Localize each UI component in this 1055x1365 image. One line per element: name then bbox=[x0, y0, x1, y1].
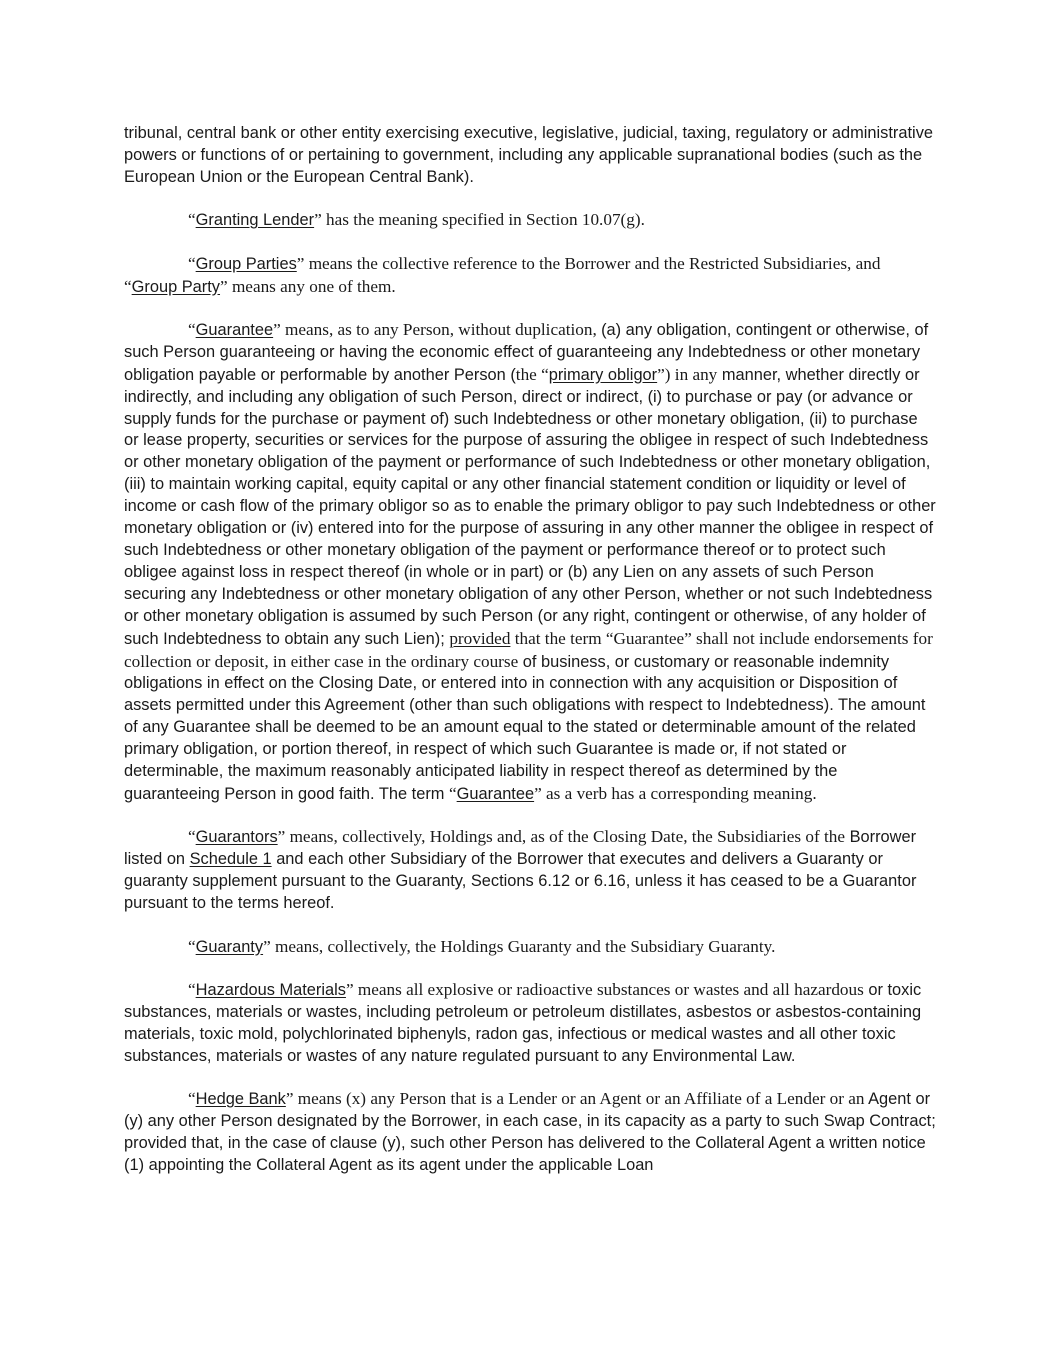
defined-term: Group Parties bbox=[195, 254, 297, 273]
defined-term-repeat: Guarantee bbox=[456, 784, 535, 803]
defined-term-primary-obligor: primary obligor bbox=[548, 365, 658, 384]
definition-text-2: (a) any obligation, contingent or otherwise, of such Person guaranteeing or having the economic effect of guaranteeing any Indebtedness or other monetary obligation payable or performable by another Person ( bbox=[124, 320, 929, 384]
open-quote: “ bbox=[188, 936, 196, 956]
open-quote: “ bbox=[188, 253, 196, 273]
open-quote: “ bbox=[188, 827, 196, 847]
provided-term: provided bbox=[449, 628, 511, 648]
definition-guarantee bbox=[124, 319, 936, 806]
definition-text-8: ” as a verb has a corresponding meaning. bbox=[534, 783, 817, 803]
definition-granting-lender bbox=[124, 209, 936, 232]
definition-text-4: ”) in any bbox=[657, 364, 718, 384]
definition-hazardous-materials bbox=[124, 979, 936, 1068]
definition-text-1: ” means, as to any Person, without duplication, bbox=[273, 319, 602, 339]
definition-guarantors bbox=[124, 826, 936, 915]
definition-text-5: manner, whether directly or indirectly, and including any obligation of such Person, direct or indirect, (i) to purchase or pay (or advance or supply funds for the purchase or payment of) such Indebtedness or other monetary obligation, (ii) to purchase or lease property, securities or services for the purpose of assuring the obligee in respect of such Indebtedness or other monetary obligation of the payment or performance of such Indebtedness or other monetary obligation, (iii) to maintain working capital, equity capital or any other financial statement condition or liquidity or level of income or cash flow of the primary obligor so as to enable the primary obligor to pay such Indebtedness or other monetary obligation or (iv) entered into for the purpose of assuring in any other manner the obligee in respect of such Indebtedness or other monetary obligation of the payment or performance thereof or to protect such obligee against loss in respect thereof (in whole or in part) or (b) any Lien on any assets of such Person securing any Indebtedness or other monetary obligation of any other Person, whether or not such Indebtedness or other monetary obligation is assumed by such Person (or any right, contingent or otherwise, of any holder of such Indebtedness to obtain any such Lien); bbox=[124, 365, 936, 648]
definition-guaranty bbox=[124, 936, 936, 959]
definition-hedge-bank bbox=[124, 1088, 936, 1177]
open-quote: “ bbox=[188, 210, 196, 230]
defined-term: Guaranty bbox=[195, 937, 264, 956]
defined-term: Hazardous Materials bbox=[195, 980, 346, 999]
continuation-paragraph bbox=[124, 123, 936, 189]
defined-term: Guarantee bbox=[195, 320, 274, 339]
open-quote: “ bbox=[188, 319, 196, 339]
open-quote-2: “ bbox=[449, 783, 457, 803]
open-quote: “ bbox=[188, 979, 196, 999]
definition-text-7: of business, or customary or reasonable indemnity obligations in effect on the Closing Date, or entered into in connection with any acquisition or Disposition of assets permitted under this Agreement (other than such obligations with respect to Indebtedness). The amount of any Guarantee shall be deemed to be an amount equal to the stated or determinable amount of the related primary obligation, or portion thereof, in respect of which such Guarantee is made or, if not stated or determinable, the maximum reasonably anticipated liability in respect thereof as determined by the guaranteeing Person in good faith. The term bbox=[124, 652, 926, 803]
document-page bbox=[124, 123, 936, 1197]
definition-text-3: the “ bbox=[515, 364, 549, 384]
definition-text-end: ” means any one of them. bbox=[220, 276, 396, 296]
definition-text-1: ” means, collectively, Holdings and, as of the Closing Date, the Subsidiaries of the bbox=[277, 827, 846, 847]
definition-text-6: that the term “Guarantee” shall not include endorsements for collection or deposit, in either case in the ordinary course bbox=[124, 628, 933, 671]
defined-term: Granting Lender bbox=[195, 211, 315, 230]
schedule-reference: Schedule 1 bbox=[189, 850, 272, 869]
definition-text-1: ” means (x) any Person that is a Lender or an Agent or an Affiliate of a Lender or an bbox=[285, 1089, 865, 1109]
definition-text: ” means, collectively, the Holdings Guaranty and the Subsidiary Guaranty. bbox=[263, 936, 776, 956]
definition-text: ” means the collective reference to the Borrower and the Restricted Subsidiaries, and “ bbox=[124, 253, 881, 296]
defined-term: Guarantors bbox=[195, 828, 278, 847]
definition-text-2: or toxic substances, materials or wastes, including petroleum or petroleum distillates, asbestos or asbestos-containing materials, toxic mold, polychlorinated biphenyls, radon gas, infectious or medical wastes and all other toxic substances, materials or wastes of any nature regulated pursuant to any Environmental Law. bbox=[124, 980, 922, 1065]
open-quote: “ bbox=[188, 1089, 196, 1109]
defined-term: Hedge Bank bbox=[195, 1090, 286, 1109]
definition-text-1: ” means all explosive or radioactive substances or wastes and all hazardous bbox=[345, 979, 864, 999]
definition-text-2: Agent or (y) any other Person designated by the Borrower, in each case, in its capacity as a party to such Swap Contract; provided that, in the case of clause (y), such other Person has delivered to the Collateral Agent a written notice (1) appointing the Collateral Agent as its agent under the applicable Loan bbox=[124, 1090, 936, 1174]
definition-text-3: and each other Subsidiary of the Borrower that executes and delivers a Guaranty or guaranty supplement pursuant to the Guaranty, Sections 6.12 or 6.16, unless it has ceased to be a Guarantor pursuant to the terms hereof. bbox=[124, 850, 917, 913]
paragraph-text: tribunal, central bank or other entity exercising executive, legislative, judicial, taxing, regulatory or administrative powers or functions of or pertaining to government, including any applicable supranational bodies (such as the European Union or the European Central Bank). bbox=[124, 124, 933, 186]
defined-term-secondary: Group Party bbox=[131, 277, 221, 296]
definition-text-2: Borrower listed on bbox=[124, 828, 917, 869]
definition-text: ” has the meaning specified in Section 10.07(g). bbox=[314, 210, 645, 230]
definition-group-parties bbox=[124, 253, 936, 299]
